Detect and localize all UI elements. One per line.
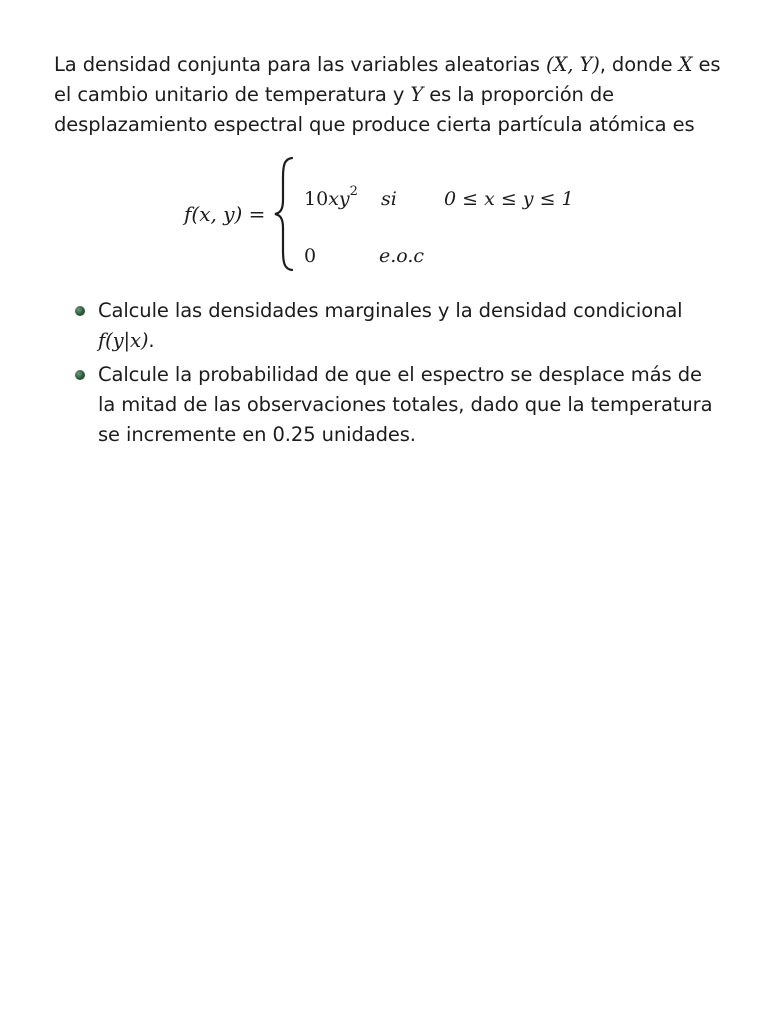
case1-condition-word: si	[381, 188, 397, 210]
intro-text-4: es la proporción de desplazamiento espectral que produce cierta partícula atómica es	[54, 83, 695, 136]
case1-exponent: 2	[349, 183, 358, 199]
list-item	[74, 296, 724, 356]
question-list	[74, 296, 724, 454]
question-1-text: Calcule las densidades marginales y la densidad condicional	[98, 299, 683, 322]
list-item	[74, 360, 724, 450]
equation-function-args: (x, y) =	[191, 202, 266, 226]
case1-variables: xy	[328, 188, 350, 210]
intro-math-y: Y	[410, 83, 424, 106]
bullet-icon	[75, 306, 85, 316]
intro-text-3: es el cambio unitario de temperatura y	[54, 53, 721, 106]
case1-coefficient: 10	[304, 188, 329, 210]
case1-range: 0 ≤ x ≤ y ≤ 1	[444, 188, 574, 210]
intro-text-2: , donde	[599, 53, 679, 76]
intro-text-1: La densidad conjunta para las variables aleatorias	[54, 53, 546, 76]
left-brace-icon	[272, 156, 296, 272]
density-equation	[0, 0, 768, 290]
question-2-text: Calcule la probabilidad de que el espectro se desplace más de la mitad de las observaciones totales, dado que la temperatura se incremente en 0.25 unidades.	[98, 363, 713, 446]
intro-math-x: X	[678, 53, 693, 76]
question-1-math: f(y|x)	[98, 329, 149, 352]
equation-lhs	[184, 200, 265, 228]
bullet-icon	[75, 370, 85, 380]
question-1-period: .	[148, 329, 155, 352]
case2-expression: 0	[304, 245, 317, 267]
equation-function-name: f	[184, 202, 192, 226]
case2-condition: e.o.c	[379, 245, 425, 267]
case1-expression	[304, 183, 358, 212]
intro-math-xy: (X, Y)	[545, 53, 600, 76]
